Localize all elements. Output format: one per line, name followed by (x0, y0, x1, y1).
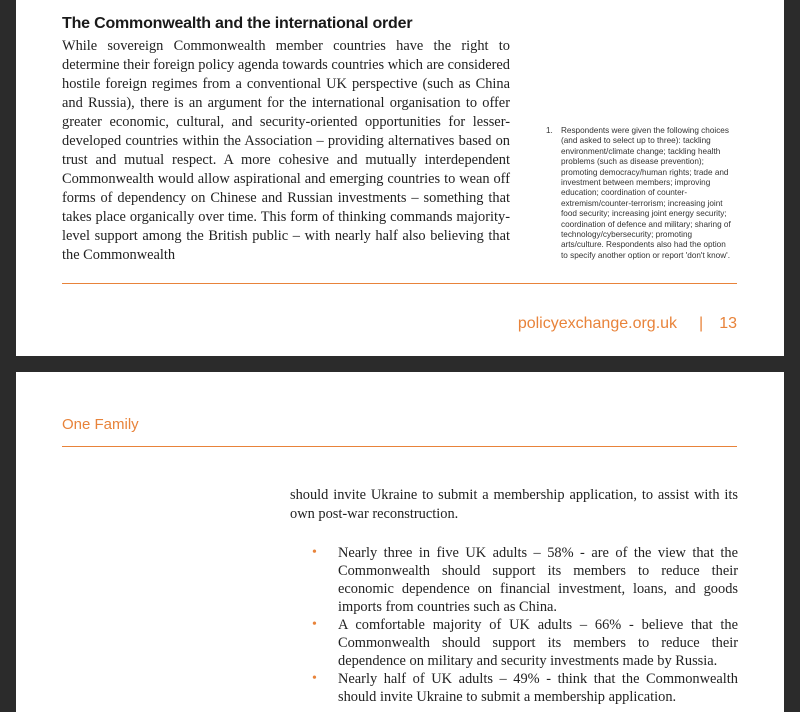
page-number: 13 (719, 315, 737, 332)
list-item (312, 670, 738, 706)
bullet-text: Nearly three in five UK adults – 58% - are of the view that the Commonwealth should support its members to reduce their economic dependence on financial investment, loans, and goods imports from countries such as China. (338, 545, 738, 615)
document-page-13 (16, 0, 784, 356)
list-item (312, 616, 738, 670)
bullet-text: Nearly half of UK adults – 49% - think that the Commonwealth should invite Ukraine to submit a membership application. (338, 671, 738, 705)
document-page-14 (16, 372, 784, 712)
bullet-marker: • (312, 545, 317, 560)
running-header: One Family (62, 416, 139, 433)
page-footer (518, 315, 737, 333)
section-heading: The Commonwealth and the international order (62, 15, 413, 32)
header-divider (62, 446, 737, 447)
list-item (312, 544, 738, 616)
footer-website-link[interactable]: policyexchange.org.uk (517, 315, 678, 332)
footer-separator: | (699, 315, 704, 332)
footnote (546, 126, 732, 261)
footer-divider (62, 283, 737, 284)
bullet-marker: • (312, 671, 317, 686)
footnote-text: Respondents were given the following choices (and asked to select up to three): tackling environment/climate change; tackling health problems (such as disease prevention); promoting democracy/human rights; trade and investment between members; improving education; coordination of counter-extremism/counter-terrorism; increasing joint food security; increasing joint energy security; coordination of defence and military; sharing of technology/cybersecurity; promoting arts/culture. Respondents also had the option to specify another option or report 'don't know'. (561, 126, 731, 260)
bullet-list (312, 544, 738, 706)
bullet-marker: • (312, 617, 317, 632)
bullet-text: A comfortable majority of UK adults – 66% - believe that the Commonwealth should support its members to reduce their dependence on military and security investments made by Russia. (338, 617, 738, 669)
footnote-number: 1. (546, 126, 553, 135)
continuation-paragraph: should invite Ukraine to submit a membership application, to assist with its own post-war reconstruction. (290, 487, 738, 522)
body-paragraph: While sovereign Commonwealth member countries have the right to determine their foreign policy agenda towards countries which are considered hostile foreign regimes from a conventional UK perspective (such as China and Russia), there is an argument for the international organisation to offer greater economic, cultural, and security-oriented opportunities for lesser-developed countries within the Association – providing alternatives based on trust and mutual respect. A more cohesive and mutually interdependent Commonwealth would allow aspirational and emerging countries to wean off forms of dependency on Chinese and Russian investments – something that takes place organically over time. This form of thinking commands majority-level support among the British public – with nearly half also believing that the Commonwealth (62, 38, 510, 263)
